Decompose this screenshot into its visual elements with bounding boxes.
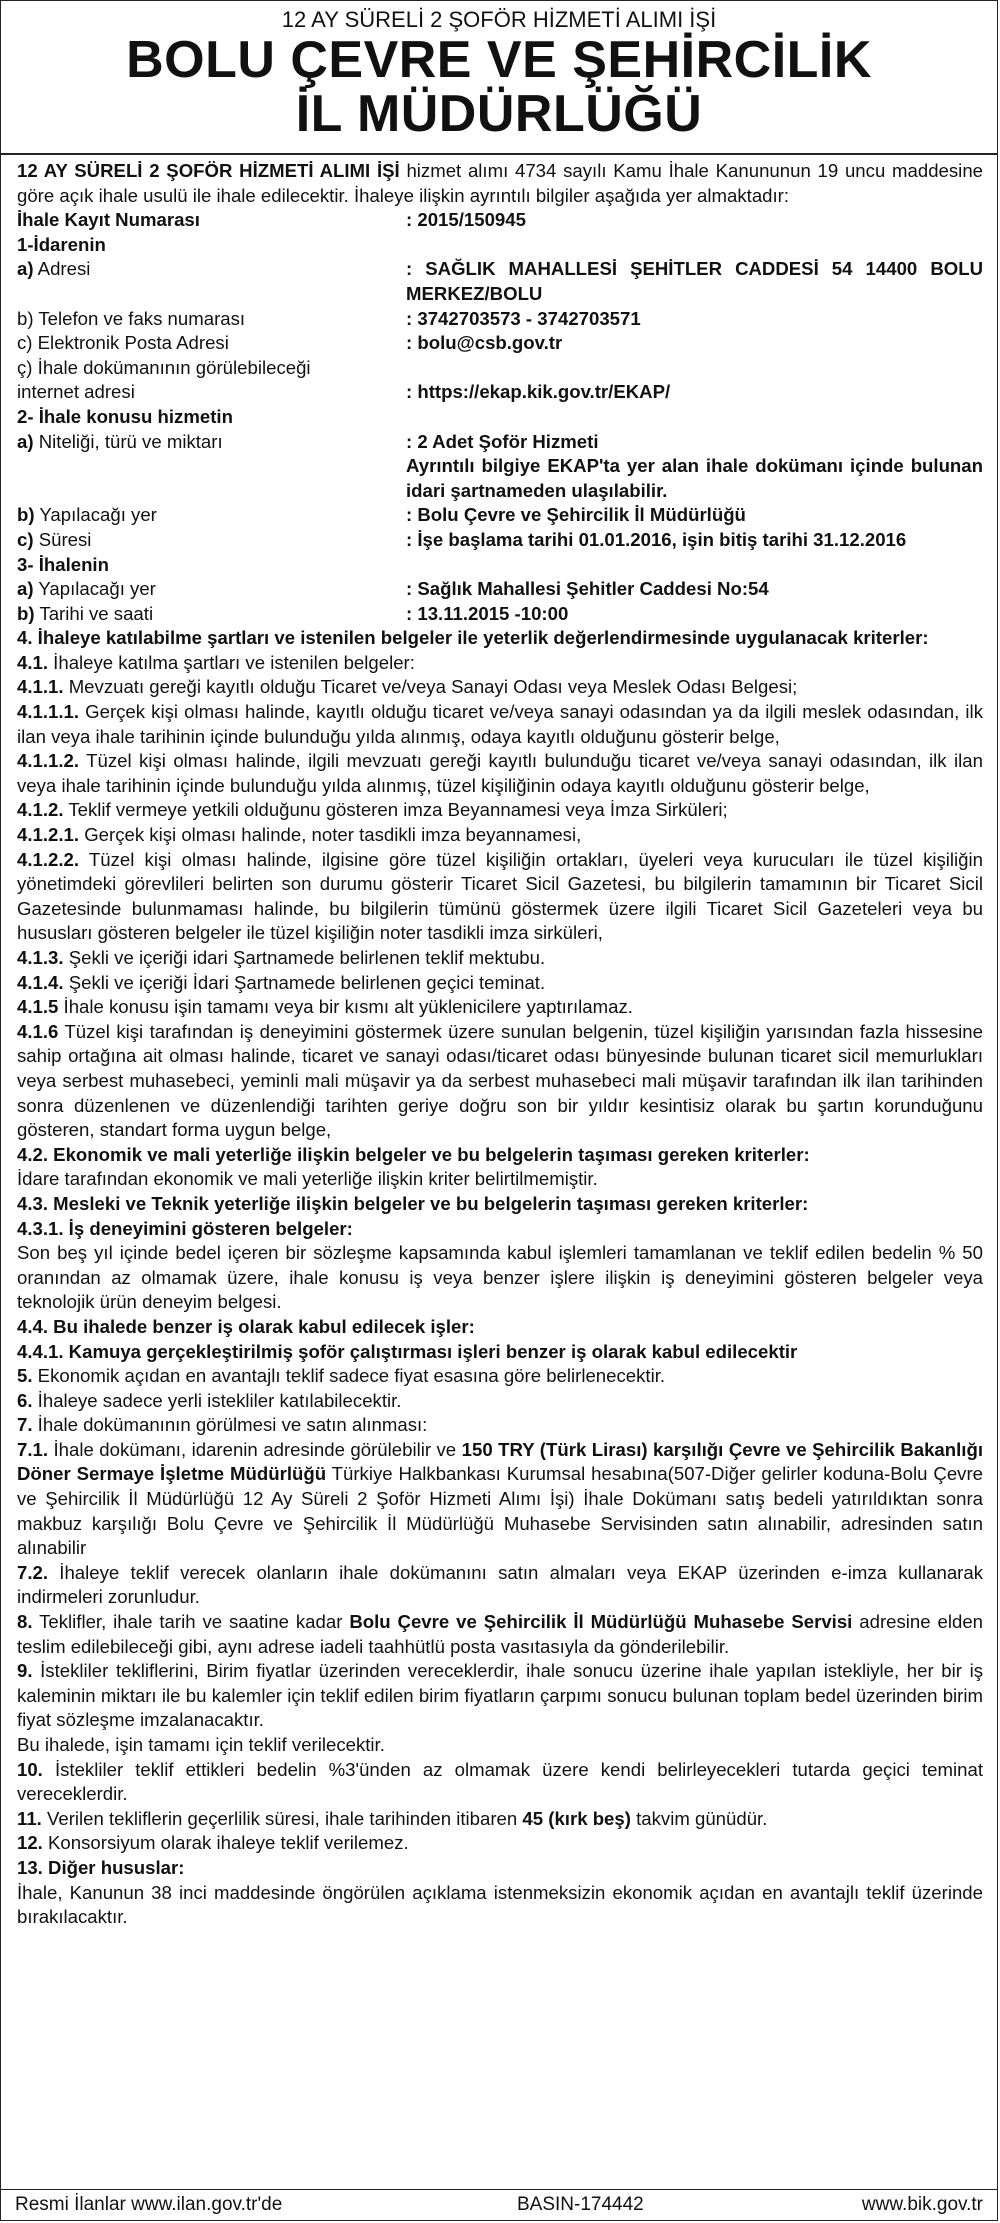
adres-letter: a) bbox=[17, 258, 34, 280]
section-4-1-2-1-number: 4.1.2.1. bbox=[17, 824, 80, 846]
suresi-letter: c) bbox=[17, 528, 34, 550]
section-11-text-a: Verilen tekliflerin geçerlilik süresi, ihale tarihinden itibaren bbox=[41, 1807, 523, 1829]
section-10-number: 10. bbox=[17, 1758, 43, 1780]
section-4-1-2-1 bbox=[17, 823, 983, 848]
section-8-text-b: adresine elden teslim edilebileceği gibi, aynı adrese iadeli taahhütlü posta vasıtasıyla da gönderilebilir. bbox=[17, 1611, 984, 1657]
section-7-2-number: 7.2. bbox=[17, 1561, 49, 1583]
section-4-1-1 bbox=[17, 675, 983, 700]
nitelik-label bbox=[17, 430, 406, 504]
yer-row bbox=[17, 503, 983, 528]
ihale-yer-letter: a) bbox=[17, 578, 34, 600]
section-4-1-4-number: 4.1.4. bbox=[17, 971, 64, 993]
section-4-1-1-1-text: Gerçek kişi olması halinde, kayıtlı olduğu ticaret ve/veya sanayi odasından ya da ilgili meslek odasından, ilk ilan veya ihale tarihinin içinde bulunduğu yılda alınmış, odaya kayıtlı olduğunu gösterir belge, bbox=[17, 701, 983, 747]
nitelik-value-main: : 2 Adet Şoför Hizmeti bbox=[406, 430, 599, 452]
section-11-bold: 45 (kırk beş) bbox=[522, 1807, 631, 1829]
section-4-1-4 bbox=[17, 971, 983, 996]
announcement-body bbox=[1, 155, 997, 1930]
ihale-yer-label bbox=[17, 577, 406, 602]
section-6 bbox=[17, 1389, 983, 1414]
section-7-1-number: 7.1. bbox=[17, 1438, 49, 1460]
section-8 bbox=[17, 1610, 983, 1659]
section-11 bbox=[17, 1807, 983, 1832]
section-4-1-3-text: Şekli ve içeriği idari Şartnamede belirlenen teklif mektubu. bbox=[63, 947, 546, 968]
section-4-3-heading: 4.3. Mesleki ve Teknik yeterliğe ilişkin belgeler ve bu belgelerin taşıması gereken kriterler: bbox=[17, 1192, 809, 1214]
section-4-1-3 bbox=[17, 946, 983, 971]
section-8-text-a: Teklifler, ihale tarih ve saatine kadar bbox=[32, 1611, 350, 1633]
ikn-value: : 2015/150945 bbox=[406, 209, 526, 231]
section-4-1-1-1 bbox=[17, 700, 983, 749]
section-4-1-5 bbox=[17, 995, 983, 1020]
section-7-text: İhale dokümanının görülmesi ve satın alınması: bbox=[32, 1414, 428, 1436]
section-7-2 bbox=[17, 1561, 983, 1610]
section-5 bbox=[17, 1364, 983, 1389]
intro-text: hizmet alımı 4734 sayılı Kamu İhale Kanununun 19 uncu maddesine göre açık ihale usulü ile ihale edilecektir. İhaleye ilişkin ayrıntılı bilgiler aşağıda yer almaktadır: bbox=[17, 160, 983, 206]
section-12 bbox=[17, 1831, 983, 1856]
section-4-1-2-2-number: 4.1.2.2. bbox=[17, 848, 80, 870]
internet-value: : https://ekap.kik.gov.tr/EKAP/ bbox=[406, 381, 671, 403]
tarih-label bbox=[17, 602, 406, 627]
suresi-value: : İşe başlama tarihi 01.01.2016, işin bitiş tarihi 31.12.2016 bbox=[406, 528, 907, 550]
section-4-1-2-text: Teklif vermeye yetkili olduğunu gösteren imza Beyannamesi veya İmza Sirküleri; bbox=[63, 799, 728, 821]
section-4-1-2 bbox=[17, 798, 983, 823]
section-4-1-1-text: Mevzuatı gereği kayıtlı olduğu Ticaret ve/veya Sanayi Odası veya Meslek Odası Belgesi; bbox=[63, 676, 798, 698]
adres-value: : SAĞLIK MAHALLESİ ŞEHİTLER CADDESİ 54 14400 BOLU MERKEZ/BOLU bbox=[406, 258, 983, 304]
yer-letter: b) bbox=[17, 504, 35, 526]
ikn-row bbox=[17, 208, 983, 233]
section-4-1-text: İhaleye katılma şartları ve istenilen belgeler: bbox=[48, 651, 415, 673]
section-4-1-5-number: 4.1.5 bbox=[17, 996, 59, 1018]
section-7-2-text: İhaleye teklif verecek olanların ihale dokümanını satın almaları veya EKAP üzerinden e-imza kullanarak indirmeleri zorunludur. bbox=[17, 1561, 983, 1608]
adres-label bbox=[17, 257, 406, 306]
adres-row bbox=[17, 257, 983, 306]
section-4-1-number: 4.1. bbox=[17, 651, 49, 673]
section-4-1-6-text: Tüzel kişi tarafından iş deneyimini göstermek üzere sunulan belgenin, tüzel kişiliğin yarısından fazla hissesine sahip ortağına ait olması halinde, ticaret ve sanayi odası/ticaret odası bünyesinde bulunan ticaret sicil memurlukları veya serbest muhasebeci, yeminli mali müşavir ya da serbest muhasebeci mali müşavir tarafından ilk ilan tarihinden sonra düzenlenen ve düzenlendiği tarihten geriye doğru son bir yıldır kesintisiz olarak bu şartın korunduğunu gösteren, standart forma uygun belge, bbox=[17, 1020, 983, 1141]
section-5-number: 5. bbox=[17, 1365, 33, 1387]
tarih-label-text: Tarihi ve saati bbox=[34, 602, 154, 624]
section-4-1 bbox=[17, 651, 983, 676]
telefon-row bbox=[17, 307, 983, 332]
announcement-footer bbox=[1, 2189, 997, 2220]
nitelik-value bbox=[406, 430, 983, 504]
section-9-text: İstekliler tekliflerini, Birim fiyatlar üzerinden vereceklerdir, ihale sonucu üzerine ihale yapılan istekliyle, her bir iş kaleminin miktarı ile bu kalemler için teklif edilen birim fiyatların çarpımı sonucu bulunan toplam bedel üzerinden birim fiyat sözleşme imzalanacaktır. bbox=[17, 1660, 983, 1731]
yer-value: : Bolu Çevre ve Şehircilik İl Müdürlüğü bbox=[406, 504, 746, 526]
section-5-text: Ekonomik açıdan en avantajlı teklif sadece fiyat esasına göre belirlenecektir. bbox=[32, 1365, 666, 1387]
section-4-2-heading: 4.2. Ekonomik ve mali yeterliğe ilişkin belgeler ve bu belgelerin taşıması gereken kriterler: bbox=[17, 1143, 810, 1165]
section-11-text-b: takvim günüdür. bbox=[630, 1807, 768, 1829]
header-title-line1: BOLU ÇEVRE VE ŞEHİRCİLİK bbox=[126, 31, 872, 89]
eposta-label: c) Elektronik Posta Adresi bbox=[17, 332, 229, 354]
section-10 bbox=[17, 1758, 983, 1807]
internet-label-line2: internet adresi bbox=[17, 381, 135, 403]
footer-basin-code: BASIN-174442 bbox=[517, 2194, 644, 2215]
intro-paragraph bbox=[17, 159, 983, 208]
telefon-value: : 3742703573 - 3742703571 bbox=[406, 307, 641, 329]
section-9-number: 9. bbox=[17, 1660, 33, 1682]
section-8-number: 8. bbox=[17, 1611, 33, 1633]
eposta-row bbox=[17, 331, 983, 356]
section-4-1-2-2 bbox=[17, 848, 983, 946]
section-4-2-text: İdare tarafından ekonomik ve mali yeterliğe ilişkin kriter belirtilmemiştir. bbox=[17, 1168, 598, 1190]
section-9 bbox=[17, 1659, 983, 1733]
section-7 bbox=[17, 1413, 983, 1438]
section-4-1-3-number: 4.1.3. bbox=[17, 947, 64, 968]
internet-label-line1: ç) İhale dokümanının görülebileceği bbox=[17, 356, 311, 378]
section-7-number: 7. bbox=[17, 1414, 33, 1436]
section-4-1-1-2-number: 4.1.1.2. bbox=[17, 750, 80, 772]
ihale-yer-value: : Sağlık Mahallesi Şehitler Caddesi No:54 bbox=[406, 578, 769, 600]
section-4-1-4-text: Şekli ve içeriği İdari Şartnamede belirlenen geçici teminat. bbox=[63, 971, 546, 993]
section-12-number: 12. bbox=[17, 1832, 43, 1854]
section-12-text: Konsorsiyum olarak ihaleye teklif verilemez. bbox=[42, 1832, 409, 1854]
hizmet-heading: 2- İhale konusu hizmetin bbox=[17, 405, 233, 427]
section-11-number: 11. bbox=[17, 1807, 42, 1829]
yer-label-text: Yapılacağı yer bbox=[34, 504, 157, 526]
suresi-label-text: Süresi bbox=[33, 528, 92, 550]
ikn-label: İhale Kayıt Numarası bbox=[17, 209, 200, 231]
ihale-yer-row bbox=[17, 577, 983, 602]
section-4-1-1-2-text: Tüzel kişi olması halinde, ilgili mevzuatı gereği kayıtlı bulunduğu ticaret ve/veya sanayi odasından, ilk ilan veya ihale tarihinin içinde bulunduğu yılda alınmış, tüzel kişiliğinin odaya kayıtlı olduğunu gösterir belge, bbox=[17, 750, 983, 796]
section-10-text: İstekliler teklif ettikleri bedelin %3'ünden az olmamak üzere kendi belirleyecekleri tutarda geçici teminat vereceklerdir. bbox=[17, 1758, 983, 1805]
section-7-1-text-b: Türkiye Halkbankası Kurumsal hesabına(507-Diğer gelirler koduna-Bolu Çevre ve Şehircilik İl Müdürlüğü 12 Ay Süreli 2 Şoför Hizmeti Alımı İşi) İhale Dokümanı satış bedeli yatırıldıktan sonra makbuz karşılığı Bolu Çevre ve Şehircilik İl Müdürlüğü Muhasebe Servisinden satın alınabilir, adresinden satın alınabilir bbox=[17, 1463, 983, 1559]
section-4-3-1-heading: 4.3.1. İş deneyimini gösteren belgeler: bbox=[17, 1217, 353, 1239]
section-4-4-1-heading: 4.4.1. Kamuya gerçekleştirilmiş şoför çalıştırması işleri benzer iş olarak kabul edilecektir bbox=[17, 1340, 798, 1362]
section-4-1-6-number: 4.1.6 bbox=[17, 1020, 59, 1042]
section-4-1-1-1-number: 4.1.1.1. bbox=[17, 701, 80, 723]
eposta-value: : bolu@csb.gov.tr bbox=[406, 332, 563, 354]
section-9-extra: Bu ihalede, işin tamamı için teklif verilecektir. bbox=[17, 1734, 385, 1755]
tarih-row bbox=[17, 602, 983, 627]
nitelik-label-text: Niteliği, türü ve miktarı bbox=[33, 430, 223, 452]
ihale-yer-label-text: Yapılacağı yer bbox=[33, 578, 156, 600]
intro-bold: 12 AY SÜRELİ 2 ŞOFÖR HİZMETİ ALIMI İŞİ bbox=[17, 160, 400, 181]
section-6-number: 6. bbox=[17, 1389, 33, 1411]
section-4-1-5-text: İhale konusu işin tamamı veya bir kısmı alt yüklenicilere yaptırılamaz. bbox=[58, 996, 633, 1018]
section-4-1-2-2-text: Tüzel kişi olması halinde, ilgisine göre tüzel kişiliğin ortakları, üyeleri veya kurucuları ile tüzel kişiliğin yönetimdeki görevlileri belirten son durumu gösterir Ticaret Sicil Gazetesi, bu bilgilerin tamamının bir Ticaret Sicil Gazetesinde bulunmaması halinde, bu bilgilerin tümünü göstermek üzere ilgili Ticaret Sicil Gazeteleri veya bu hususları gösteren belgeler ile tüzel kişiliğin noter tasdikli imza sirküleri, bbox=[17, 848, 983, 944]
nitelik-letter: a) bbox=[17, 430, 34, 452]
section-13-text: İhale, Kanunun 38 inci maddesinde öngörülen açıklama istenmeksizin ekonomik açıdan en avantajlı teklif üzerinde bırakılacaktır. bbox=[17, 1881, 983, 1928]
footer-ilan-link[interactable]: Resmi İlanlar www.ilan.gov.tr'de bbox=[15, 2194, 283, 2215]
section-7-1-bold: 150 TRY (Türk Lirası) karşılığı Çevre ve Şehircilik Bakanlığı Döner Sermaye İşletme Müdürlüğü bbox=[17, 1438, 983, 1485]
adres-label-text: Adresi bbox=[33, 258, 91, 280]
section-4-heading: 4. İhaleye katılabilme şartları ve istenilen belgeler ile yeterlik değerlendirmesinde uygulanacak kriterler: bbox=[17, 627, 929, 649]
section-13-heading: 13. Diğer hususlar: bbox=[17, 1856, 185, 1878]
section-4-1-2-1-text: Gerçek kişi olması halinde, noter tasdikli imza beyannamesi, bbox=[79, 824, 582, 846]
suresi-label bbox=[17, 528, 406, 553]
section-8-bold: Bolu Çevre ve Şehircilik İl Müdürlüğü Muhasebe Servisi bbox=[349, 1611, 853, 1633]
section-4-3-1-text: Son beş yıl içinde bedel içeren bir sözleşme kapsamında kabul işlemleri tamamlanan ve teklif edilen bedelin % 50 oranından az olmamak üzere, ihale konusu iş veya benzer işlere ilişkin iş deneyimini gösteren belgeler veya teknolojik ürün deneyim belgesi. bbox=[17, 1242, 983, 1313]
section-4-1-1-number: 4.1.1. bbox=[17, 676, 64, 698]
section-4-4-heading: 4.4. Bu ihalede benzer iş olarak kabul edilecek işler: bbox=[17, 1315, 475, 1337]
telefon-label: b) Telefon ve faks numarası bbox=[17, 307, 246, 329]
section-7-1-text-a: İhale dokümanı, idarenin adresinde görülebilir ve bbox=[48, 1438, 462, 1460]
ihale-heading: 3- İhalenin bbox=[17, 553, 109, 575]
footer-bik-link[interactable]: www.bik.gov.tr bbox=[861, 2194, 983, 2215]
header-title-line2: İL MÜDÜRLÜĞÜ bbox=[295, 85, 703, 143]
yer-label bbox=[17, 503, 406, 528]
tarih-value: : 13.11.2015 -10:00 bbox=[406, 602, 569, 624]
nitelik-row bbox=[17, 430, 983, 504]
header-subtitle: 12 AY SÜRELİ 2 ŞOFÖR HİZMETİ ALIMI İŞİ bbox=[281, 7, 717, 32]
tarih-letter: b) bbox=[17, 602, 35, 624]
section-4-1-1-2 bbox=[17, 749, 983, 798]
nitelik-value-extra: Ayrıntılı bilgiye EKAP'ta yer alan ihale dokümanı içinde bulunan idari şartnameden ulaşılabilir. bbox=[406, 455, 983, 501]
section-4-1-6 bbox=[17, 1020, 983, 1143]
section-4-1-2-number: 4.1.2. bbox=[17, 799, 64, 821]
section-6-text: İhaleye sadece yerli istekliler katılabilecektir. bbox=[32, 1389, 402, 1411]
section-7-1 bbox=[17, 1438, 983, 1561]
suresi-row bbox=[17, 528, 983, 553]
internet-row bbox=[17, 380, 983, 405]
idare-heading: 1-İdarenin bbox=[17, 233, 106, 255]
announcement-header bbox=[1, 1, 997, 155]
